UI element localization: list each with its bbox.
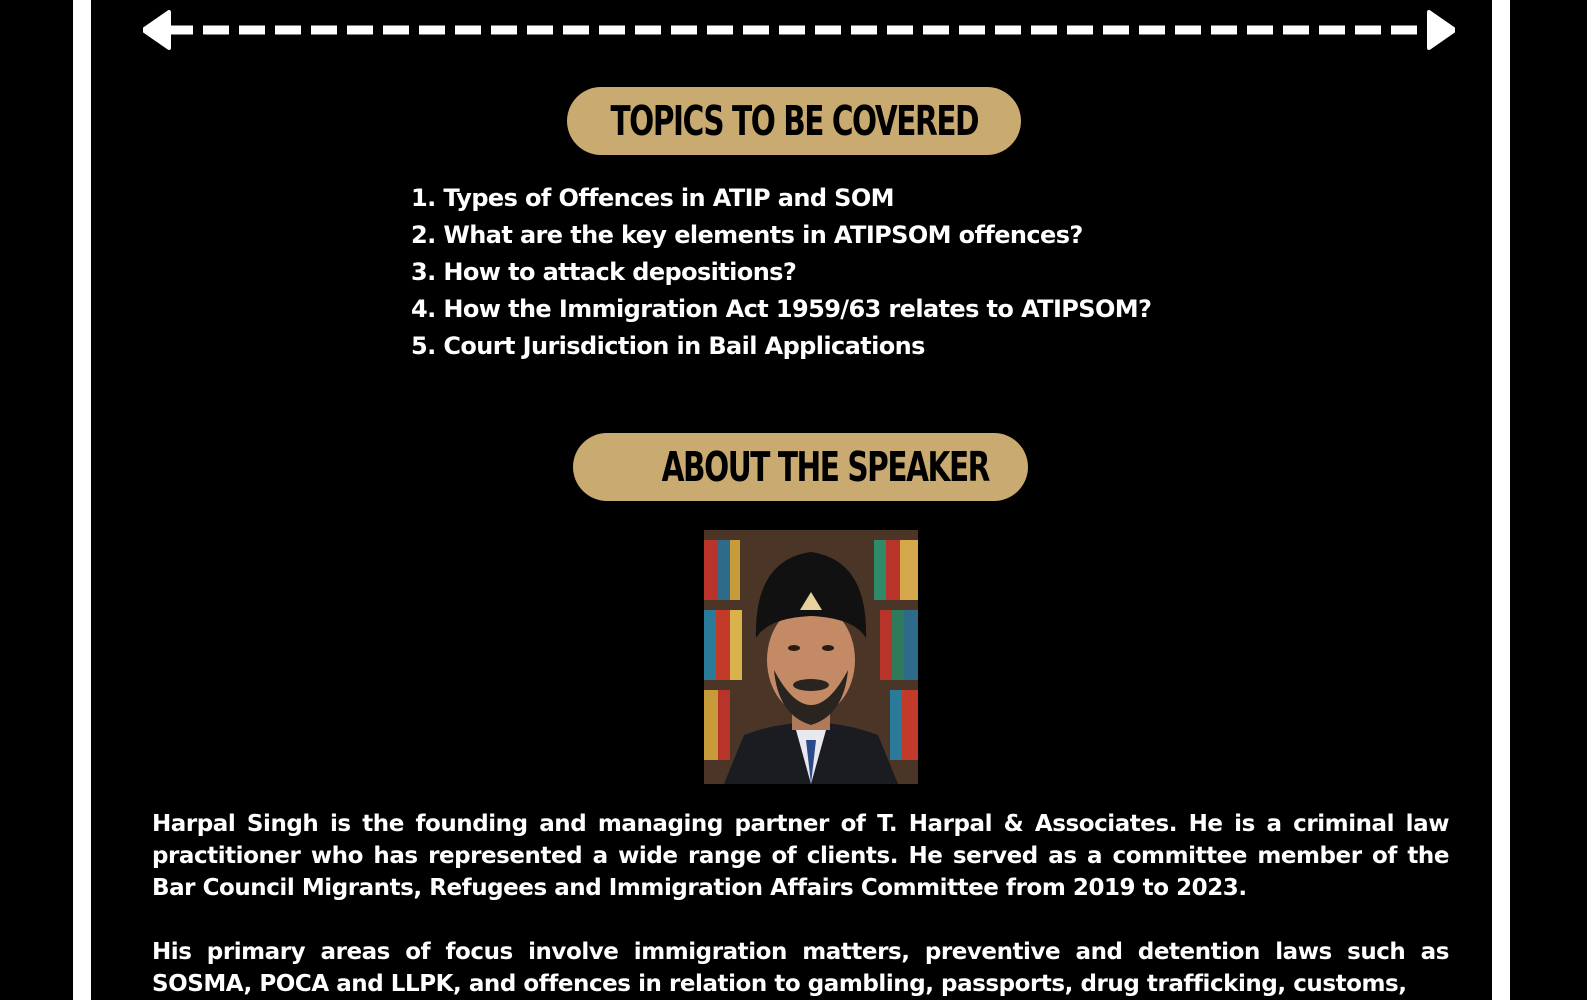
topic-item: 3. How to attack depositions? <box>411 258 797 286</box>
speaker-heading-pill <box>573 433 1028 501</box>
speaker-photo <box>704 530 918 784</box>
topic-item: 5. Court Jurisdiction in Bail Applications <box>411 332 925 360</box>
topic-item: 1. Types of Offences in ATIP and SOM <box>411 184 894 212</box>
speaker-portrait-image <box>704 530 918 784</box>
speaker-heading: ABOUT THE SPEAKER <box>661 442 990 491</box>
double-headed-dashed-arrow-icon <box>143 10 1455 50</box>
topics-list <box>411 180 1151 365</box>
speaker-bio-paragraph-2: His primary areas of focus involve immigration matters, preventive and detention laws such as SOSMA, POCA and LLPK, and offences in relation to gambling, passports, drug trafficking, customs, <box>152 939 1449 997</box>
topics-heading: TOPICS TO BE COVERED <box>610 96 978 145</box>
topic-item: 2. What are the key elements in ATIPSOM offences? <box>411 221 1083 249</box>
right-border-line <box>1492 0 1510 1000</box>
topics-heading-pill <box>567 87 1021 155</box>
speaker-bio-paragraph-1: Harpal Singh is the founding and managing partner of T. Harpal & Associates. He is a criminal law practitioner who has represented a wide range of clients. He served as a committee member of the Bar Council Migrants, Refugees and Immigration Affairs Committee from 2019 to 2023. <box>152 811 1449 901</box>
topic-item: 4. How the Immigration Act 1959/63 relates to ATIPSOM? <box>411 295 1152 323</box>
left-border-line <box>73 0 91 1000</box>
